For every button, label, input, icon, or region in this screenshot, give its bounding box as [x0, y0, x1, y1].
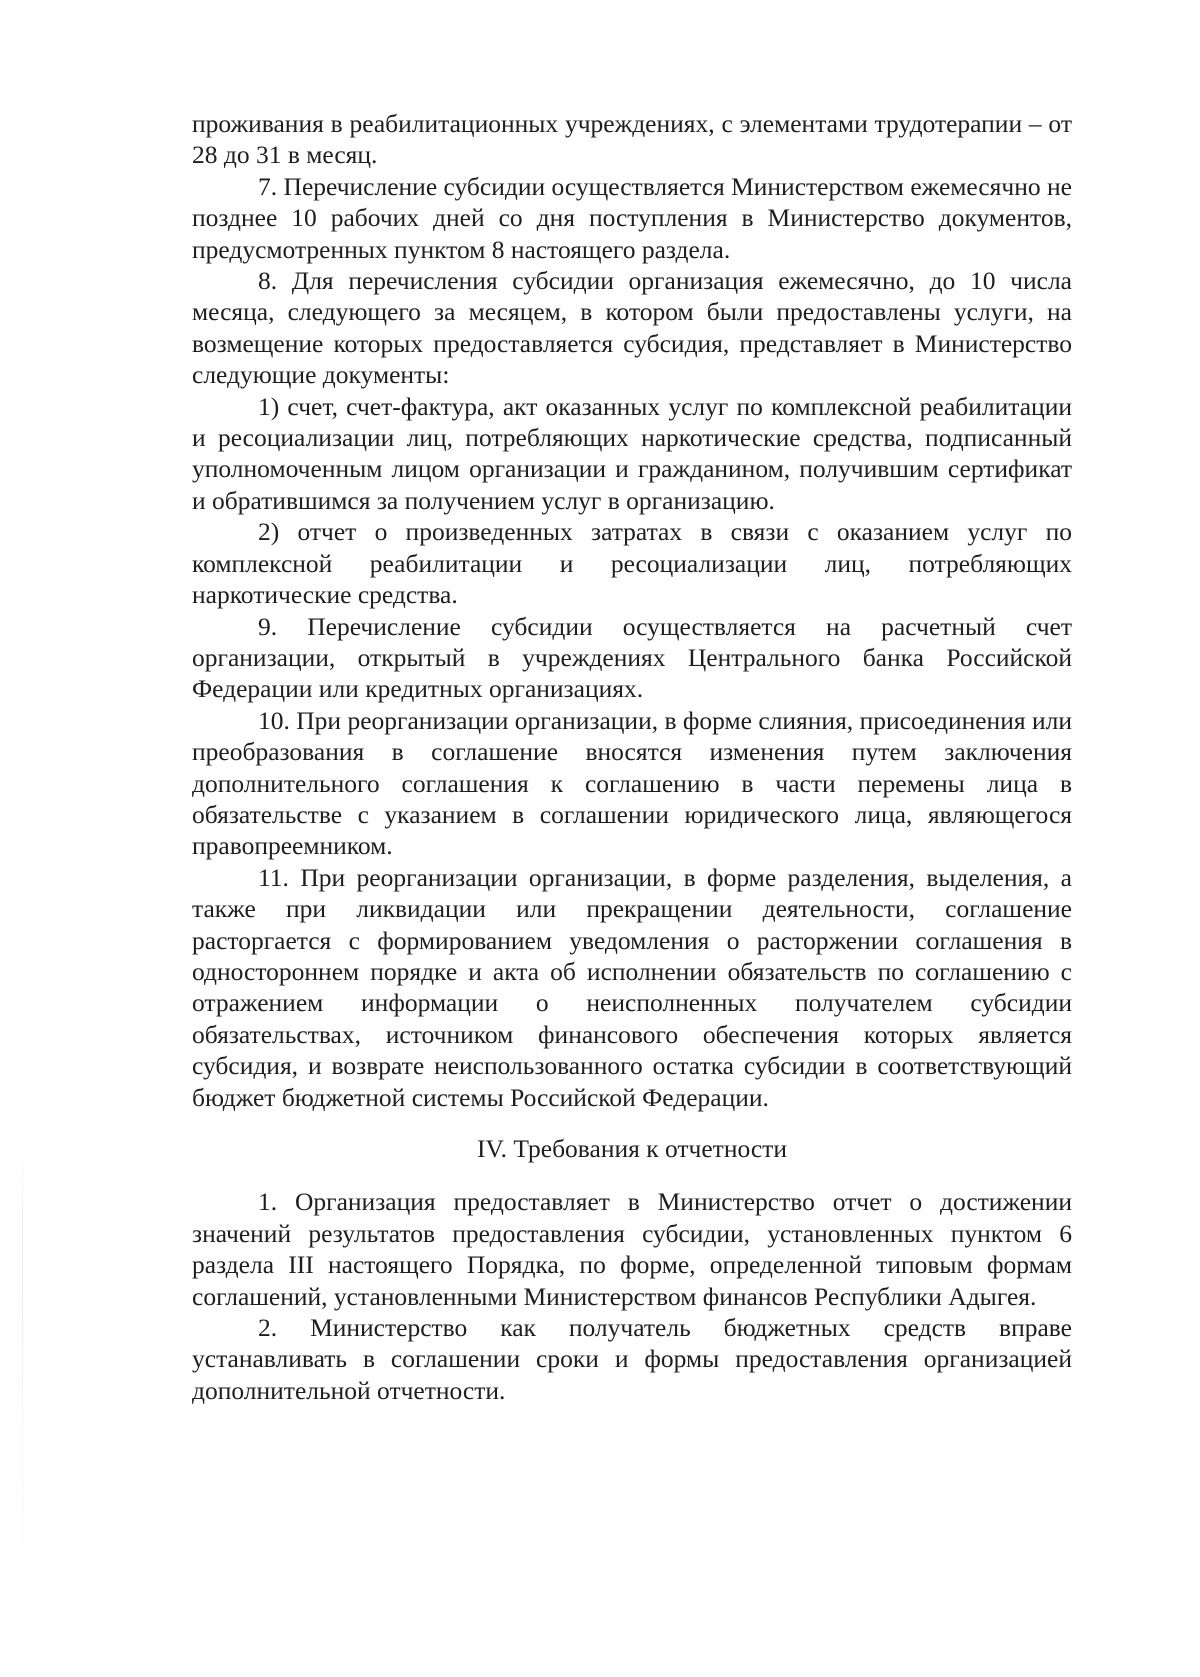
section-heading: IV. Требования к отчетности [477, 1134, 787, 1163]
paragraph-9: 9. Перечисление субсидии осуществляется на расчетный счет организации, открытый в учреждениях Центрального банка Российской Федерации или кредитных организациях. [192, 611, 1072, 704]
section-4-paragraph-2: 2. Министерство как получатель бюджетных средств вправе устанавливать в соглашении сроки и формы предоставления организацией дополнительной отчетности. [192, 1313, 1072, 1405]
paragraph-10: 10. При реорганизации организации, в форме слияния, присоединения или преобразования в соглашение вносятся изменения путем заключения дополнительного соглашения к соглашению в части перемены лица в обязательстве с указанием в соглашении юридического лица, являющегося правопреемником. [192, 705, 1072, 861]
paragraph-7: 7. Перечисление субсидии осуществляется Министерством ежемесячно не позднее 10 рабочих дней со дня поступления в Министерство документов, предусмотренных пунктом 8 настоящего раздела. [192, 171, 1072, 264]
paragraph-8-item-2: 2) отчет о произведенных затратах в связи с оказанием услуг по комплексной реабилитации и ресоциализации лиц, потребляющих наркотические средства. [192, 517, 1072, 610]
paragraph-continuation: проживания в реабилитационных учреждениях, с элементами трудотерапии – от 28 до 31 в месяц. [192, 109, 1072, 170]
spacer [192, 1164, 1072, 1186]
spacer [192, 1113, 1072, 1133]
section-4-paragraph-1: 1. Организация предоставляет в Министерство отчет о достижении значений результатов предоставления субсидии, установленных пунктом 6 раздела III настоящего Порядка, по форме, определенной типовым формам соглашений, установленными Министерством финансов Республики Адыгея. [192, 1187, 1072, 1311]
scan-edge-mark [22, 1150, 23, 1570]
paragraph-11: 11. При реорганизации организации, в форме разделения, выделения, а также при ликвидации или прекращении деятельности, соглашение расторгается с формированием уведомления о расторжении соглашения в одностороннем порядке и акта об исполнении обязательств по соглашению с отражением информации о неисполненных получателем субсидии обязательствах, источником финансового обеспечения которых является субсидия, и возврате неиспользованного остатка субсидии в соответствующий бюджет бюджетной системы Российской Федерации. [192, 862, 1072, 1112]
paragraph-8: 8. Для перечисления субсидии организация ежемесячно, до 10 числа месяца, следующего за месяцем, в котором были предоставлены услуги, на возмещение которых предоставляется субсидия, представляет в Министерство следующие документы: [192, 266, 1072, 390]
paragraph-8-item-1: 1) счет, счет-фактура, акт оказанных услуг по комплексной реабилитации и ресоциализации лиц, потребляющих наркотические средства, подписанный уполномоченным лицом организации и гражданином, получившим сертификат и обратившимся за получением услуг в организацию. [192, 391, 1072, 515]
document-body [192, 108, 1072, 1406]
